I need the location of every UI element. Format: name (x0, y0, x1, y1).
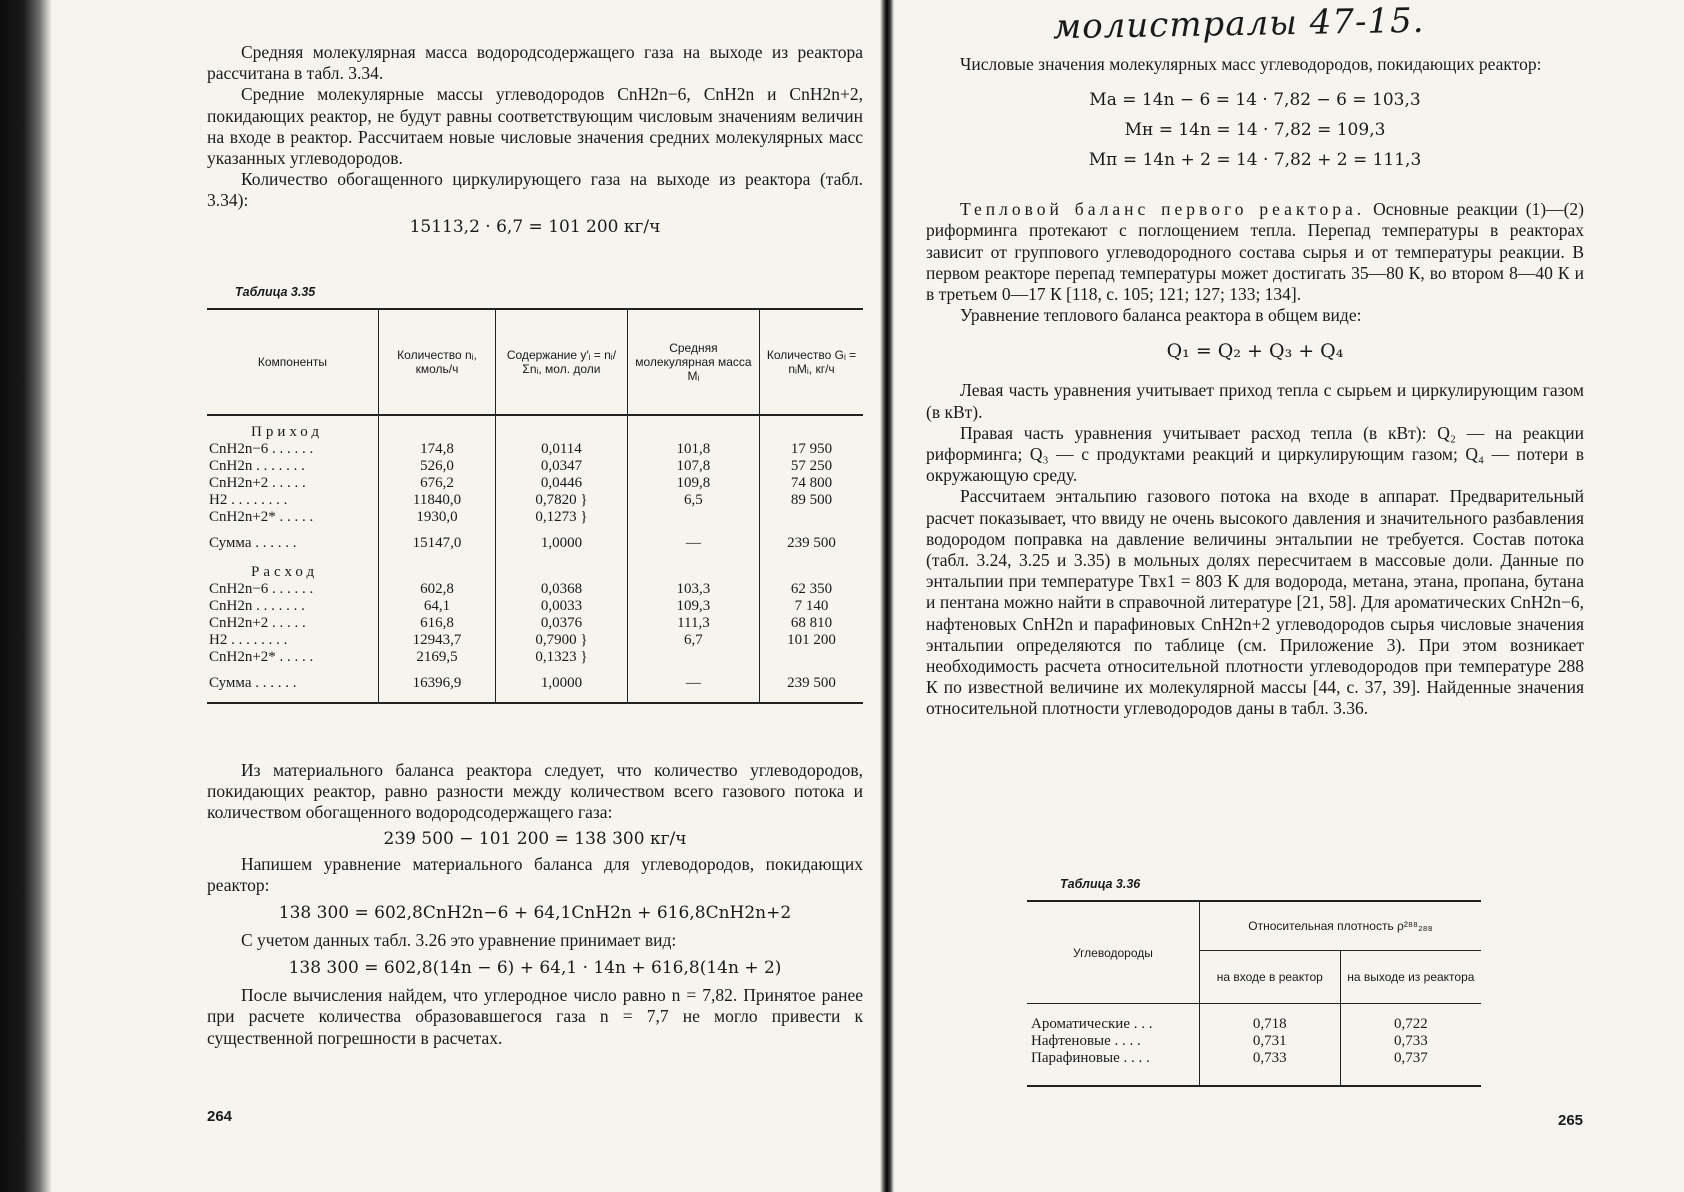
paragraph: Рассчитаем энтальпию газового потока на входе в аппарат. Предварительный расчет показывает, что ввиду не очень высокого давления и значительного разбавления водородом поправка на давление величины энтальпии не требуется. Состав потока (табл. 3.24, 3.25 и 3.35) в мольных долях пересчитаем в массовые доли. Данные по энтальпии при температуре Tвх1 = 803 К для водорода, метана, этана, пропана, бутана и пентана можно найти в справочной литературе [21, 58]. Для ароматических CnH2n−6, нафтеновых CnH2n и парафиновых CnH2n+2 углеводородов сырья числовые значения энтальпии определяются по таблице (см. Приложение 3). При этом возникает необходимость расчета относительной плотности углеводородов при температуре 288 К по известной величине их молекулярной массы [44, с. 37, 39]. Найденные значения относительной плотности углеводородов даны в табл. 3.36. (926, 486, 1584, 719)
table-cell: 676,2 (378, 475, 495, 492)
page-edge-shadow (0, 0, 52, 1192)
table-cell: 11840,0 (378, 492, 495, 509)
paragraph: Числовые значения молекулярных масс углеводородов, покидающих реактор: (960, 54, 1542, 74)
table-cell: 0,733 (1199, 1050, 1340, 1086)
column-group-header: Относительная плотность ρ²⁸⁸₂₈₈ (1199, 901, 1481, 951)
equation: Mн = 14n = 14 · 7,82 = 109,3 (1124, 120, 1386, 141)
table-row (207, 441, 863, 458)
table-section-row (207, 415, 863, 441)
table-row (1027, 1050, 1481, 1086)
table-cell (760, 556, 864, 581)
section-heading: Тепловой баланс первого реактора. (960, 199, 1366, 220)
table-cell: 0,0347 (496, 458, 628, 475)
right-page (926, 0, 1584, 1192)
table-cell: — (627, 666, 759, 703)
equation-group (926, 85, 1584, 175)
table-cell: Ароматические . . . (1031, 1016, 1153, 1032)
table-cell: 89 500 (760, 492, 864, 509)
equation: 239 500 − 101 200 = 138 300 кг/ч (383, 828, 687, 849)
table-cell (760, 649, 864, 666)
section-label: Приход (251, 424, 323, 440)
equation: Mа = 14n − 6 = 14 · 7,82 − 6 = 103,3 (1089, 90, 1421, 111)
table-row (207, 458, 863, 475)
table-cell: 0,737 (1340, 1050, 1481, 1086)
equation: Q₁ = Q₂ + Q₃ + Q₄ (1166, 340, 1344, 363)
table-row (207, 649, 863, 666)
page-number: 265 (1558, 1112, 1584, 1129)
table-cell: 0,0033 (496, 598, 628, 615)
paragraph: Левая часть уравнения учитывает приход тепла с сырьем и циркулирующим газом (в кВт). (926, 380, 1584, 422)
paragraph: Из материального баланса реактора следует, что количество углеводородов, покидающих реактор, равно разности между количеством всего газового потока и количеством обогащенного водородсодержащего газа: (207, 760, 863, 823)
table-cell: CnH2n−6 . . . . . . (209, 441, 314, 457)
paragraph: С учетом данных табл. 3.26 это уравнение принимает вид: (241, 930, 677, 951)
column-header: Компоненты (257, 355, 328, 369)
table-row (207, 581, 863, 598)
table-cell: 1930,0 (378, 509, 495, 526)
column-header: Количество nᵢ, кмоль/ч (378, 309, 495, 415)
table-cell: H2 . . . . . . . . (209, 492, 288, 508)
table-cell: 239 500 (760, 666, 864, 703)
table-body (207, 415, 863, 703)
table-cell (627, 415, 759, 441)
table-cell: 0,733 (1340, 1033, 1481, 1050)
table-cell: CnH2n+2 . . . . . (209, 615, 306, 631)
table-row (207, 666, 863, 703)
equation: 138 300 = 602,8CnH2n−6 + 64,1CnH2n + 616,8CnH2n+2 (278, 903, 792, 924)
table-body (1027, 1004, 1481, 1087)
section-label: Расход (251, 564, 319, 580)
table-cell: 526,0 (378, 458, 495, 475)
paragraph: Уравнение теплового баланса реактора в общем виде: (960, 305, 1362, 326)
table-cell: 0,722 (1340, 1004, 1481, 1034)
column-header: Средняя молекулярная масса Mᵢ (627, 309, 759, 415)
table-cell: 101,8 (627, 441, 759, 458)
table-cell: CnH2n+2* . . . . . (209, 509, 314, 525)
table-row (207, 492, 863, 509)
table-caption: Таблица 3.35 (235, 285, 316, 299)
table-cell (496, 556, 628, 581)
table-cell: 74 800 (760, 475, 864, 492)
table-row (1027, 1033, 1481, 1050)
table-cell: 17 950 (760, 441, 864, 458)
table-cell: 109,8 (627, 475, 759, 492)
table-row (207, 509, 863, 526)
table-cell (378, 415, 495, 441)
left-page (207, 0, 863, 1192)
book-spine (880, 0, 894, 1192)
table-cell: 12943,7 (378, 632, 495, 649)
table-cell (627, 509, 759, 526)
table-cell: CnH2n−6 . . . . . . (209, 581, 314, 597)
table-cell: Сумма . . . . . . (209, 675, 297, 691)
table-cell: 7 140 (760, 598, 864, 615)
paragraph-text: Основные реакции (1)—(2) риформинга протекают с поглощением тепла. Перепад температуры в реакторах зависит от группового углеводородного состава сырья и от температуры реакции. В первом реакторе перепад температуры может достигать 35—80 К, во втором 8—40 К и в третьем 0—17 К [118, с. 105; 121; 127; 133; 134]. (926, 199, 1585, 305)
table-cell: 68 810 (760, 615, 864, 632)
table-cell: 1,0000 (496, 526, 628, 556)
table-cell: 0,0368 (496, 581, 628, 598)
table-cell: 15147,0 (378, 526, 495, 556)
table-cell: 2169,5 (378, 649, 495, 666)
paragraph: Напишем уравнение материального баланса для углеводородов, покидающих реактор: (207, 853, 863, 895)
table-cell: 101 200 (760, 632, 864, 649)
table-cell: 0,0114 (496, 441, 628, 458)
table-cell: 0,718 (1199, 1004, 1340, 1034)
table-cell: CnH2n . . . . . . . (209, 458, 305, 474)
table-cell: Парафиновые . . . . (1031, 1050, 1150, 1066)
table-3-35 (207, 308, 863, 704)
page-number: 264 (207, 1108, 233, 1125)
table-row (207, 632, 863, 649)
table-cell: 6,5 (627, 492, 759, 509)
column-header: Количество Gᵢ = nᵢMᵢ, кг/ч (760, 309, 864, 415)
paragraph: Средняя молекулярная масса водородсодержащего газа на выходе из реактора рассчитана в табл. 3.34. (207, 42, 863, 84)
table-cell (627, 649, 759, 666)
table-section-row (207, 556, 863, 581)
table-cell: CnH2n+2* . . . . . (209, 649, 314, 665)
paragraph (926, 199, 1584, 305)
table-cell: 0,0446 (496, 475, 628, 492)
paragraph: Правая часть уравнения учитывает расход тепла (в кВт): Q₂ — на реакции риформинга; Q₃ — с продуктами реакций и циркулирующим газом; Q₄ — потери в окружающую среду. (926, 422, 1584, 486)
table-cell: CnH2n+2 . . . . . (209, 475, 306, 491)
table-row (1027, 1004, 1481, 1034)
table-cell (760, 415, 864, 441)
table-cell (627, 556, 759, 581)
table-row (207, 598, 863, 615)
equation: 15113,2 · 6,7 = 101 200 кг/ч (409, 216, 661, 237)
equation: 138 300 = 602,8(14n − 6) + 64,1 · 14n + 616,8(14n + 2) (288, 958, 782, 979)
table-row (207, 615, 863, 632)
table-cell: 16396,9 (378, 666, 495, 703)
equation: Mп = 14n + 2 = 14 · 7,82 + 2 = 111,3 (1088, 150, 1422, 171)
column-header: Углеводороды (1027, 901, 1199, 1004)
table-cell: H2 . . . . . . . . (209, 632, 288, 648)
table-cell: 0,1273 } (496, 509, 628, 526)
table-cell: 57 250 (760, 458, 864, 475)
paragraph: После вычисления найдем, что углеродное число равно n = 7,82. Принятое ранее при расчете количества образовавшегося газа n = 7,7 не могло привести к существенной погрешности в расчетах. (207, 985, 863, 1048)
table-cell: — (627, 526, 759, 556)
paragraph: Количество обогащенного циркулирующего газа на выходе из реактора (табл. 3.34): (207, 169, 863, 211)
table-cell (378, 556, 495, 581)
column-header: Содержание y′ᵢ = nᵢ/Σnᵢ, мол. доли (496, 309, 628, 415)
table-cell: 1,0000 (496, 666, 628, 703)
table-cell: Сумма . . . . . . (209, 535, 297, 551)
table-cell (496, 415, 628, 441)
table-3-36 (1027, 900, 1481, 1087)
table-cell (760, 509, 864, 526)
table-cell: 174,8 (378, 441, 495, 458)
column-header: на входе в реактор (1199, 951, 1340, 1004)
table-cell: Нафтеновые . . . . (1031, 1033, 1141, 1049)
column-header: на выходе из реактора (1340, 951, 1481, 1004)
table-caption: Таблица 3.36 (1060, 877, 1141, 891)
table-cell: 62 350 (760, 581, 864, 598)
table-row (207, 475, 863, 492)
table-cell: CnH2n . . . . . . . (209, 598, 305, 614)
table-cell: 103,3 (627, 581, 759, 598)
table-cell: 0,7900 } (496, 632, 628, 649)
table-cell: 107,8 (627, 458, 759, 475)
table-cell: 6,7 (627, 632, 759, 649)
table-cell: 0,1323 } (496, 649, 628, 666)
paragraph: Средние молекулярные массы углеводородов CnH2n−6, CnH2n и CnH2n+2, покидающих реактор, не будут равны соответствующим числовым значениям величин на входе в реактор. Рассчитаем новые числовые значения средних молекулярных масс указанных углеводородов. (207, 84, 863, 169)
table-cell: 239 500 (760, 526, 864, 556)
table-cell: 109,3 (627, 598, 759, 615)
table-cell: 0,7820 } (496, 492, 628, 509)
table-cell: 616,8 (378, 615, 495, 632)
table-cell: 64,1 (378, 598, 495, 615)
table-row (207, 526, 863, 556)
table-cell: 111,3 (627, 615, 759, 632)
table-cell: 0,731 (1199, 1033, 1340, 1050)
table-cell: 0,0376 (496, 615, 628, 632)
table-cell: 602,8 (378, 581, 495, 598)
handwritten-note: молистралы 47-15. (1052, 0, 1425, 48)
